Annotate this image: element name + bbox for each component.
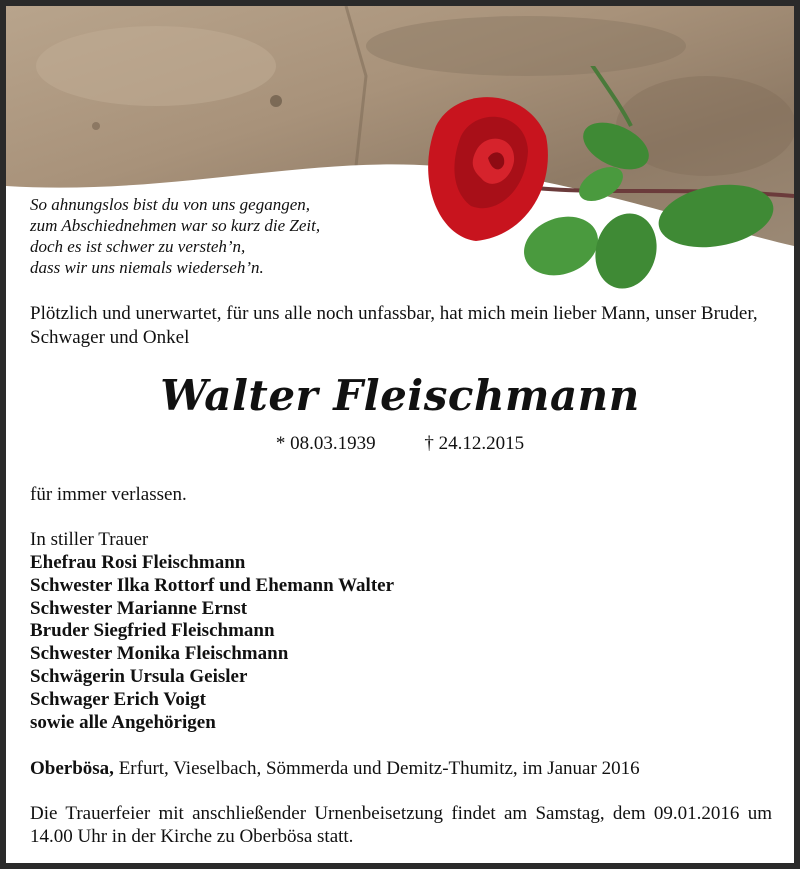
poem-line: doch es ist schwer zu versteh’n,: [30, 237, 246, 256]
mourner: Schwägerin Ursula Geisler: [30, 665, 248, 687]
place-date-line: [30, 758, 640, 780]
intro-text: Plötzlich und unerwartet, für uns alle noch unfassbar, hat mich mein lieber Mann, unser Bruder, Schwager und Onkel: [30, 303, 758, 348]
life-dates: [6, 433, 794, 455]
mourner: Ehefrau Rosi Fleischmann: [30, 552, 246, 573]
mourner: Schwester Monika Fleischmann: [30, 643, 289, 665]
left-text: für immer verlassen.: [30, 484, 187, 505]
poem: [30, 194, 450, 278]
mourner: sowie alle Angehörigen: [30, 711, 216, 733]
mourner: Bruder Siegfried Fleischmann: [30, 620, 275, 642]
deceased-name: Walter Fleischmann: [160, 371, 640, 420]
poem-line: zum Abschiednehmen war so kurz die Zeit,: [30, 216, 321, 235]
service-info: Die Trauerfeier mit anschließender Urnenbeisetzung findet am Samstag, dem 09.01.2016 um 14.00 Uhr in der Kirche zu Oberbösa statt.: [30, 803, 772, 847]
death-date: † 24.12.2015: [424, 433, 525, 454]
birth-date: * 08.03.1939: [275, 433, 376, 454]
mourner: Schwager Erich Voigt: [30, 688, 206, 710]
mourner: Schwester Ilka Rottorf und Ehemann Walter: [30, 574, 395, 596]
red-rose-icon: [416, 66, 794, 306]
mourning-label: In stiller Trauer: [30, 529, 149, 550]
poem-line: dass wir uns niemals wiederseh’n.: [30, 258, 264, 277]
place-others: Erfurt, Vieselbach, Sömmerda und Demitz-Thumitz, im Januar 2016: [113, 758, 640, 779]
mourner: Schwester Marianne Ernst: [30, 597, 248, 619]
obituary-card: [6, 6, 794, 863]
mourners-list: [30, 552, 394, 734]
poem-line: So ahnungslos bist du von uns gegangen,: [30, 195, 311, 214]
place-main: Oberbösa,: [30, 758, 114, 779]
